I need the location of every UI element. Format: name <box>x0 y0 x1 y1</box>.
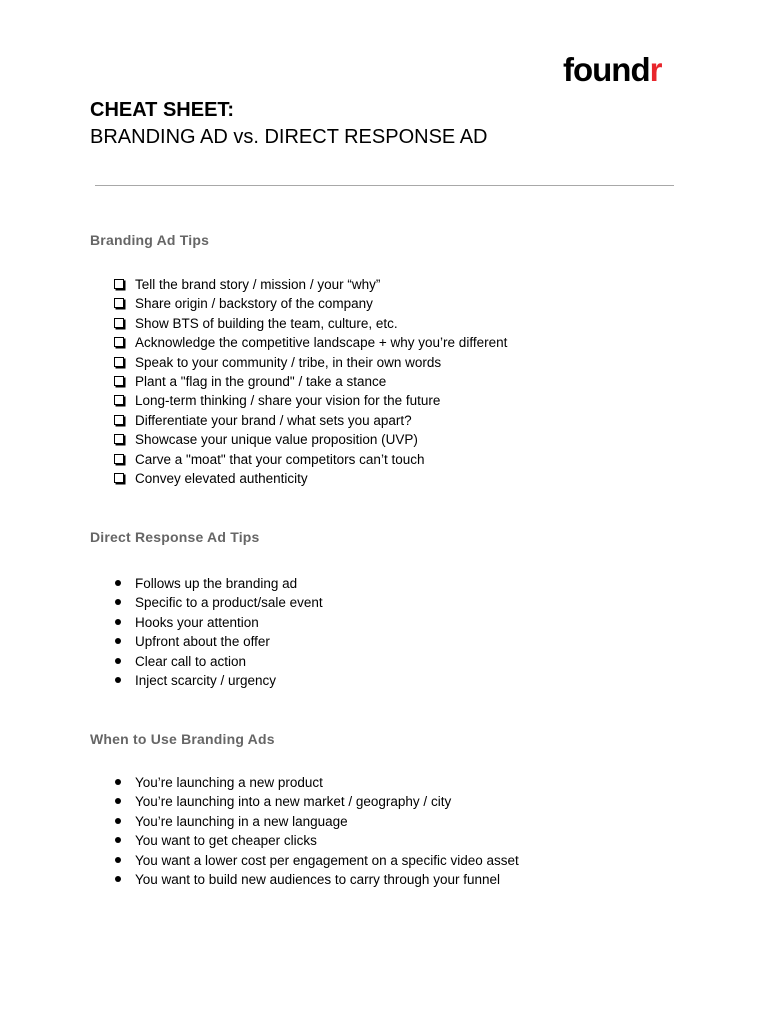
list-item-text: Acknowledge the competitive landscape + why you’re different <box>135 335 508 351</box>
list-item-text: Show BTS of building the team, culture, etc. <box>135 315 398 331</box>
bullet-icon <box>113 870 135 889</box>
bullet-icon <box>113 671 135 690</box>
list-item-text: Clear call to action <box>135 653 247 669</box>
list-item-text: Differentiate your brand / what sets you apart? <box>135 412 412 428</box>
list-item <box>113 430 507 449</box>
list-item <box>113 469 507 488</box>
page-subtitle: BRANDING AD vs. DIRECT RESPONSE AD <box>90 126 488 148</box>
list-item-text: Speak to your community / tribe, in their own words <box>135 354 442 370</box>
list-item-text: Upfront about the offer <box>135 634 270 650</box>
list-item <box>113 275 507 294</box>
list-item-text: You’re launching in a new language <box>135 813 348 829</box>
list-item-text: Tell the brand story / mission / your “why” <box>135 277 381 292</box>
bullet-icon <box>113 613 135 632</box>
list-item <box>113 792 519 811</box>
list-item <box>113 391 507 410</box>
direct-response-tips-heading: Direct Response Ad Tips <box>90 529 260 545</box>
when-to-use-branding-list <box>113 773 519 889</box>
list-item-text: You’re launching into a new market / geography / city <box>135 794 452 810</box>
bullet-icon <box>113 851 135 870</box>
list-item <box>113 372 507 391</box>
checkbox-icon <box>113 275 135 294</box>
list-item-text: Share origin / backstory of the company <box>135 296 373 312</box>
list-item-text: Showcase your unique value proposition (UVP) <box>135 432 418 448</box>
bullet-icon <box>113 574 135 593</box>
list-item <box>113 812 519 831</box>
list-item <box>113 353 507 372</box>
bullet-icon <box>113 792 135 811</box>
bullet-icon <box>113 652 135 671</box>
list-item <box>113 632 323 651</box>
list-item <box>113 831 519 850</box>
checkbox-icon <box>113 372 135 391</box>
checkbox-icon <box>113 450 135 469</box>
checkbox-icon <box>113 333 135 352</box>
checkbox-icon <box>113 314 135 333</box>
list-item <box>113 411 507 430</box>
list-item-text: You want to build new audiences to carry through your funnel <box>135 871 500 887</box>
branding-tips-list <box>113 275 507 488</box>
list-item <box>113 652 323 671</box>
list-item <box>113 671 323 690</box>
checkbox-icon <box>113 469 135 488</box>
title-divider <box>95 185 674 186</box>
list-item-text: Specific to a product/sale event <box>135 595 323 611</box>
direct-response-tips-list <box>113 574 323 690</box>
list-item <box>113 613 323 632</box>
list-item-text: You want to get cheaper clicks <box>135 833 317 849</box>
list-item-text: You want a lower cost per engagement on a specific video asset <box>135 852 519 868</box>
page-title: CHEAT SHEET: <box>90 99 235 121</box>
checkbox-icon <box>113 294 135 313</box>
list-item-text: Long-term thinking / share your vision for the future <box>135 393 441 409</box>
checkbox-icon <box>113 430 135 449</box>
list-item <box>113 314 507 333</box>
list-item <box>113 870 519 889</box>
checkbox-icon <box>113 391 135 410</box>
list-item <box>113 294 507 313</box>
logo-accent-letter: r <box>649 51 662 88</box>
list-item <box>113 851 519 870</box>
list-item <box>113 333 507 352</box>
list-item <box>113 593 323 612</box>
list-item <box>113 450 507 469</box>
list-item-text: Plant a "flag in the ground" / take a stance <box>135 373 387 389</box>
bullet-icon <box>113 812 135 831</box>
list-item-text: You’re launching a new product <box>135 775 323 790</box>
bullet-icon <box>113 773 135 792</box>
checkbox-icon <box>113 411 135 430</box>
logo-text: found <box>563 51 650 88</box>
list-item <box>113 773 519 792</box>
foundr-logo <box>563 50 661 90</box>
list-item-text: Hooks your attention <box>135 614 259 630</box>
list-item-text: Carve a "moat" that your competitors can’t touch <box>135 451 425 467</box>
bullet-icon <box>113 593 135 612</box>
list-item-text: Convey elevated authenticity <box>135 470 308 486</box>
list-item-text: Inject scarcity / urgency <box>135 672 277 688</box>
checkbox-icon <box>113 353 135 372</box>
when-to-use-branding-heading: When to Use Branding Ads <box>90 731 275 747</box>
bullet-icon <box>113 831 135 850</box>
list-item <box>113 574 323 593</box>
bullet-icon <box>113 632 135 651</box>
branding-tips-heading: Branding Ad Tips <box>90 232 210 248</box>
list-item-text: Follows up the branding ad <box>135 576 298 591</box>
